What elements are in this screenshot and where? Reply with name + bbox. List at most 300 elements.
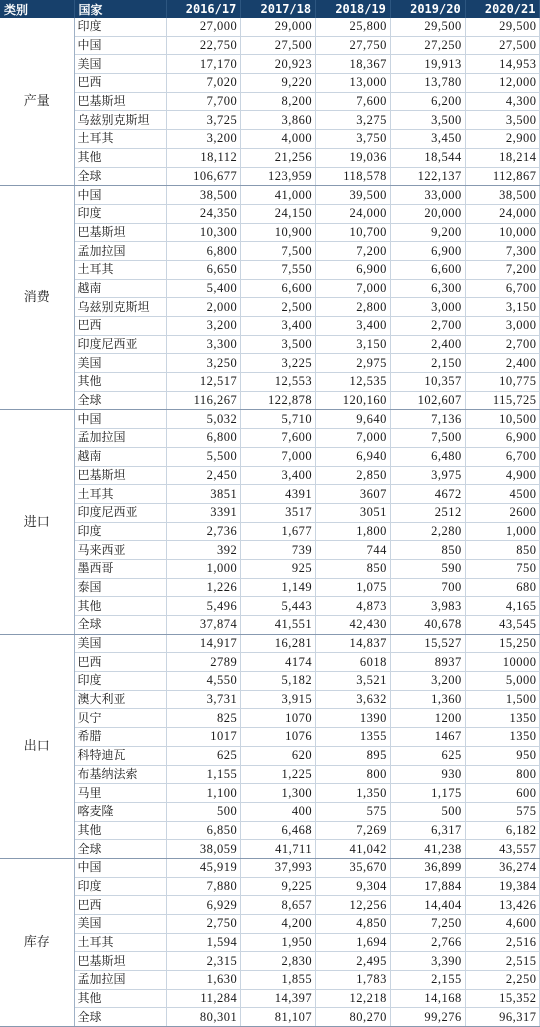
value-cell: 8,657 [241, 896, 316, 915]
value-cell: 8,200 [241, 92, 316, 111]
value-cell: 106,677 [166, 167, 241, 186]
value-cell: 14,837 [316, 634, 391, 653]
value-cell: 1,075 [316, 578, 391, 597]
value-cell: 122,137 [390, 167, 465, 186]
value-cell: 925 [241, 559, 316, 578]
value-cell: 7,880 [166, 877, 241, 896]
table-row [0, 111, 540, 130]
country-cell: 巴基斯坦 [74, 466, 166, 485]
value-cell: 7,136 [390, 410, 465, 429]
table-row [0, 466, 540, 485]
value-cell: 115,725 [465, 391, 540, 410]
value-cell: 10,775 [465, 373, 540, 392]
value-cell: 3,000 [390, 298, 465, 317]
value-cell: 1,000 [465, 522, 540, 541]
value-cell: 3607 [316, 485, 391, 504]
category-label: 出口 [0, 634, 74, 858]
table-row [0, 373, 540, 392]
value-cell: 7,200 [465, 260, 540, 279]
value-cell: 2789 [166, 653, 241, 672]
value-cell: 2,766 [390, 933, 465, 952]
value-cell: 1,677 [241, 522, 316, 541]
value-cell: 800 [316, 765, 391, 784]
value-cell: 116,267 [166, 391, 241, 410]
value-cell: 10,357 [390, 373, 465, 392]
table-row [0, 447, 540, 466]
value-cell: 6,940 [316, 447, 391, 466]
value-cell: 825 [166, 709, 241, 728]
value-cell: 3,200 [166, 130, 241, 149]
value-cell: 25,800 [316, 18, 391, 36]
value-cell: 5,182 [241, 672, 316, 691]
value-cell: 1355 [316, 728, 391, 747]
table-row [0, 634, 540, 653]
header-row [0, 0, 540, 18]
value-cell: 37,874 [166, 616, 241, 635]
value-cell: 17,170 [166, 55, 241, 74]
country-cell: 其他 [74, 373, 166, 392]
header-category: 类别 [0, 0, 74, 18]
value-cell: 3,750 [316, 130, 391, 149]
table-row [0, 279, 540, 298]
table-row [0, 672, 540, 691]
value-cell: 40,678 [390, 616, 465, 635]
value-cell: 9,304 [316, 877, 391, 896]
country-cell: 土耳其 [74, 260, 166, 279]
value-cell: 3,725 [166, 111, 241, 130]
value-cell: 750 [465, 559, 540, 578]
country-cell: 全球 [74, 167, 166, 186]
table-row [0, 765, 540, 784]
value-cell: 3,450 [390, 130, 465, 149]
value-cell: 800 [465, 765, 540, 784]
value-cell: 400 [241, 802, 316, 821]
value-cell: 29,000 [241, 18, 316, 36]
value-cell: 2,280 [390, 522, 465, 541]
value-cell: 43,557 [465, 840, 540, 859]
value-cell: 7,600 [316, 92, 391, 111]
table-row [0, 653, 540, 672]
value-cell: 45,919 [166, 858, 241, 877]
country-cell: 印度 [74, 877, 166, 896]
value-cell: 19,384 [465, 877, 540, 896]
value-cell: 2,800 [316, 298, 391, 317]
value-cell: 112,867 [465, 167, 540, 186]
table-row-total [0, 616, 540, 635]
country-cell: 印度 [74, 522, 166, 541]
country-cell: 巴西 [74, 653, 166, 672]
value-cell: 43,545 [465, 616, 540, 635]
country-cell: 巴西 [74, 317, 166, 336]
header-year: 2020/21 [465, 0, 540, 18]
country-cell: 印度 [74, 672, 166, 691]
value-cell: 10,700 [316, 223, 391, 242]
value-cell: 1,155 [166, 765, 241, 784]
value-cell: 24,000 [316, 204, 391, 223]
value-cell: 38,500 [166, 186, 241, 205]
value-cell: 2,736 [166, 522, 241, 541]
table-row [0, 821, 540, 840]
value-cell: 3,000 [465, 317, 540, 336]
value-cell: 14,168 [390, 989, 465, 1008]
table-row [0, 784, 540, 803]
table-row [0, 335, 540, 354]
value-cell: 29,500 [465, 18, 540, 36]
country-cell: 巴基斯坦 [74, 223, 166, 242]
value-cell: 4,300 [465, 92, 540, 111]
table-row [0, 55, 540, 74]
value-cell: 2,150 [390, 354, 465, 373]
value-cell: 850 [465, 541, 540, 560]
table-row [0, 915, 540, 934]
value-cell: 2,500 [241, 298, 316, 317]
value-cell: 80,301 [166, 1008, 241, 1027]
value-cell: 2,900 [465, 130, 540, 149]
value-cell: 41,042 [316, 840, 391, 859]
table-row [0, 597, 540, 616]
value-cell: 41,000 [241, 186, 316, 205]
value-cell: 4,000 [241, 130, 316, 149]
value-cell: 575 [316, 802, 391, 821]
table-row [0, 971, 540, 990]
value-cell: 600 [465, 784, 540, 803]
value-cell: 15,250 [465, 634, 540, 653]
value-cell: 1,630 [166, 971, 241, 990]
value-cell: 2,516 [465, 933, 540, 952]
value-cell: 12,218 [316, 989, 391, 1008]
country-cell: 其他 [74, 597, 166, 616]
value-cell: 7,300 [465, 242, 540, 261]
table-row [0, 522, 540, 541]
value-cell: 80,270 [316, 1008, 391, 1027]
value-cell: 2,250 [465, 971, 540, 990]
value-cell: 2,400 [390, 335, 465, 354]
value-cell: 13,780 [390, 74, 465, 93]
country-cell: 印度 [74, 18, 166, 36]
value-cell: 2,000 [166, 298, 241, 317]
value-cell: 6,800 [166, 429, 241, 448]
value-cell: 3,300 [166, 335, 241, 354]
value-cell: 96,317 [465, 1008, 540, 1027]
country-cell: 美国 [74, 634, 166, 653]
country-cell: 中国 [74, 186, 166, 205]
value-cell: 10000 [465, 653, 540, 672]
country-cell: 马来西亚 [74, 541, 166, 560]
category-label: 消费 [0, 186, 74, 410]
country-cell: 土耳其 [74, 130, 166, 149]
value-cell: 7,500 [241, 242, 316, 261]
table-row [0, 148, 540, 167]
value-cell: 3,500 [241, 335, 316, 354]
country-cell: 越南 [74, 279, 166, 298]
value-cell: 21,256 [241, 148, 316, 167]
value-cell: 3,915 [241, 690, 316, 709]
value-cell: 3391 [166, 503, 241, 522]
value-cell: 16,281 [241, 634, 316, 653]
table-row [0, 746, 540, 765]
value-cell: 950 [465, 746, 540, 765]
country-cell: 希腊 [74, 728, 166, 747]
value-cell: 123,959 [241, 167, 316, 186]
value-cell: 10,900 [241, 223, 316, 242]
value-cell: 392 [166, 541, 241, 560]
value-cell: 930 [390, 765, 465, 784]
table-row [0, 952, 540, 971]
value-cell: 6,317 [390, 821, 465, 840]
value-cell: 6,650 [166, 260, 241, 279]
country-cell: 贝宁 [74, 709, 166, 728]
value-cell: 15,527 [390, 634, 465, 653]
value-cell: 3,500 [465, 111, 540, 130]
country-cell: 孟加拉国 [74, 242, 166, 261]
country-cell: 全球 [74, 1008, 166, 1027]
country-cell: 中国 [74, 36, 166, 55]
value-cell: 9,220 [241, 74, 316, 93]
value-cell: 3,400 [241, 466, 316, 485]
value-cell: 13,426 [465, 896, 540, 915]
value-cell: 500 [166, 802, 241, 821]
value-cell: 27,250 [390, 36, 465, 55]
category-label: 库存 [0, 858, 74, 1026]
value-cell: 3517 [241, 503, 316, 522]
value-cell: 6,182 [465, 821, 540, 840]
value-cell: 6,468 [241, 821, 316, 840]
value-cell: 18,367 [316, 55, 391, 74]
value-cell: 1,594 [166, 933, 241, 952]
value-cell: 38,500 [465, 186, 540, 205]
table-row [0, 130, 540, 149]
value-cell: 1,000 [166, 559, 241, 578]
value-cell: 4,165 [465, 597, 540, 616]
country-cell: 印度 [74, 204, 166, 223]
header-year: 2018/19 [316, 0, 391, 18]
value-cell: 1,783 [316, 971, 391, 990]
value-cell: 5,500 [166, 447, 241, 466]
value-cell: 2,495 [316, 952, 391, 971]
value-cell: 12,535 [316, 373, 391, 392]
value-cell: 13,000 [316, 74, 391, 93]
value-cell: 6,900 [390, 242, 465, 261]
country-cell: 印度尼西亚 [74, 335, 166, 354]
value-cell: 590 [390, 559, 465, 578]
country-cell: 墨西哥 [74, 559, 166, 578]
table-row [0, 503, 540, 522]
value-cell: 7,500 [390, 429, 465, 448]
value-cell: 1390 [316, 709, 391, 728]
value-cell: 625 [166, 746, 241, 765]
table-row [0, 242, 540, 261]
value-cell: 2,975 [316, 354, 391, 373]
country-cell: 土耳其 [74, 933, 166, 952]
value-cell: 29,500 [390, 18, 465, 36]
value-cell: 118,578 [316, 167, 391, 186]
value-cell: 120,160 [316, 391, 391, 410]
value-cell: 1,100 [166, 784, 241, 803]
value-cell: 744 [316, 541, 391, 560]
value-cell: 680 [465, 578, 540, 597]
country-cell: 美国 [74, 55, 166, 74]
value-cell: 42,430 [316, 616, 391, 635]
table-row [0, 204, 540, 223]
value-cell: 12,000 [465, 74, 540, 93]
value-cell: 1076 [241, 728, 316, 747]
value-cell: 4,600 [465, 915, 540, 934]
country-cell: 巴西 [74, 896, 166, 915]
value-cell: 33,000 [390, 186, 465, 205]
value-cell: 2,850 [316, 466, 391, 485]
table-row [0, 186, 540, 205]
country-cell: 美国 [74, 915, 166, 934]
value-cell: 620 [241, 746, 316, 765]
value-cell: 6,900 [316, 260, 391, 279]
country-cell: 乌兹别克斯坦 [74, 298, 166, 317]
value-cell: 2,155 [390, 971, 465, 990]
value-cell: 2512 [390, 503, 465, 522]
value-cell: 1350 [465, 709, 540, 728]
country-cell: 其他 [74, 989, 166, 1008]
value-cell: 14,917 [166, 634, 241, 653]
country-cell: 乌兹别克斯坦 [74, 111, 166, 130]
country-cell: 印度尼西亚 [74, 503, 166, 522]
value-cell: 38,059 [166, 840, 241, 859]
value-cell: 6,300 [390, 279, 465, 298]
value-cell: 6,480 [390, 447, 465, 466]
value-cell: 99,276 [390, 1008, 465, 1027]
value-cell: 24,350 [166, 204, 241, 223]
table-row [0, 298, 540, 317]
value-cell: 4,550 [166, 672, 241, 691]
table-row [0, 877, 540, 896]
value-cell: 3051 [316, 503, 391, 522]
value-cell: 2,700 [390, 317, 465, 336]
country-cell: 巴基斯坦 [74, 92, 166, 111]
value-cell: 3,200 [390, 672, 465, 691]
value-cell: 6,600 [390, 260, 465, 279]
value-cell: 9,200 [390, 223, 465, 242]
value-cell: 4,900 [465, 466, 540, 485]
country-cell: 美国 [74, 354, 166, 373]
value-cell: 2,515 [465, 952, 540, 971]
value-cell: 12,256 [316, 896, 391, 915]
value-cell: 3,632 [316, 690, 391, 709]
value-cell: 895 [316, 746, 391, 765]
table-row [0, 317, 540, 336]
value-cell: 17,884 [390, 877, 465, 896]
country-cell: 越南 [74, 447, 166, 466]
value-cell: 27,750 [316, 36, 391, 55]
value-cell: 2,700 [465, 335, 540, 354]
value-cell: 20,923 [241, 55, 316, 74]
header-year: 2019/20 [390, 0, 465, 18]
value-cell: 1,225 [241, 765, 316, 784]
table-row [0, 429, 540, 448]
value-cell: 3,983 [390, 597, 465, 616]
category-label: 产量 [0, 18, 74, 186]
value-cell: 6,850 [166, 821, 241, 840]
table-body [0, 18, 540, 1027]
value-cell: 7,020 [166, 74, 241, 93]
value-cell: 3851 [166, 485, 241, 504]
value-cell: 22,750 [166, 36, 241, 55]
table-row [0, 36, 540, 55]
value-cell: 19,913 [390, 55, 465, 74]
country-cell: 巴西 [74, 74, 166, 93]
value-cell: 18,544 [390, 148, 465, 167]
value-cell: 7,600 [241, 429, 316, 448]
country-cell: 喀麦隆 [74, 802, 166, 821]
value-cell: 4,850 [316, 915, 391, 934]
value-cell: 6,200 [390, 92, 465, 111]
value-cell: 2,315 [166, 952, 241, 971]
table-row-total [0, 840, 540, 859]
value-cell: 6,900 [465, 429, 540, 448]
value-cell: 7,550 [241, 260, 316, 279]
value-cell: 1,500 [465, 690, 540, 709]
value-cell: 2,830 [241, 952, 316, 971]
value-cell: 5,400 [166, 279, 241, 298]
value-cell: 10,300 [166, 223, 241, 242]
value-cell: 1017 [166, 728, 241, 747]
value-cell: 3,975 [390, 466, 465, 485]
value-cell: 7,000 [316, 279, 391, 298]
value-cell: 5,000 [465, 672, 540, 691]
value-cell: 7,200 [316, 242, 391, 261]
country-cell: 中国 [74, 858, 166, 877]
value-cell: 1070 [241, 709, 316, 728]
value-cell: 1,950 [241, 933, 316, 952]
value-cell: 18,214 [465, 148, 540, 167]
value-cell: 4174 [241, 653, 316, 672]
value-cell: 27,000 [166, 18, 241, 36]
value-cell: 39,500 [316, 186, 391, 205]
value-cell: 5,443 [241, 597, 316, 616]
table-row [0, 223, 540, 242]
value-cell: 3,400 [241, 317, 316, 336]
value-cell: 625 [390, 746, 465, 765]
value-cell: 4500 [465, 485, 540, 504]
country-cell: 孟加拉国 [74, 429, 166, 448]
value-cell: 19,036 [316, 148, 391, 167]
country-cell: 澳大利亚 [74, 690, 166, 709]
value-cell: 24,150 [241, 204, 316, 223]
value-cell: 1,694 [316, 933, 391, 952]
table-row [0, 74, 540, 93]
table-row [0, 410, 540, 429]
country-cell: 全球 [74, 840, 166, 859]
value-cell: 24,000 [465, 204, 540, 223]
value-cell: 3,150 [465, 298, 540, 317]
value-cell: 4,873 [316, 597, 391, 616]
value-cell: 6,600 [241, 279, 316, 298]
value-cell: 6018 [316, 653, 391, 672]
value-cell: 6,800 [166, 242, 241, 261]
value-cell: 14,404 [390, 896, 465, 915]
value-cell: 575 [465, 802, 540, 821]
value-cell: 81,107 [241, 1008, 316, 1027]
value-cell: 14,397 [241, 989, 316, 1008]
value-cell: 5,032 [166, 410, 241, 429]
value-cell: 10,000 [465, 223, 540, 242]
value-cell: 739 [241, 541, 316, 560]
value-cell: 3,275 [316, 111, 391, 130]
country-cell: 其他 [74, 821, 166, 840]
table-row [0, 802, 540, 821]
table-row [0, 690, 540, 709]
value-cell: 4391 [241, 485, 316, 504]
value-cell: 1,226 [166, 578, 241, 597]
header-year: 2016/17 [166, 0, 241, 18]
value-cell: 7,250 [390, 915, 465, 934]
